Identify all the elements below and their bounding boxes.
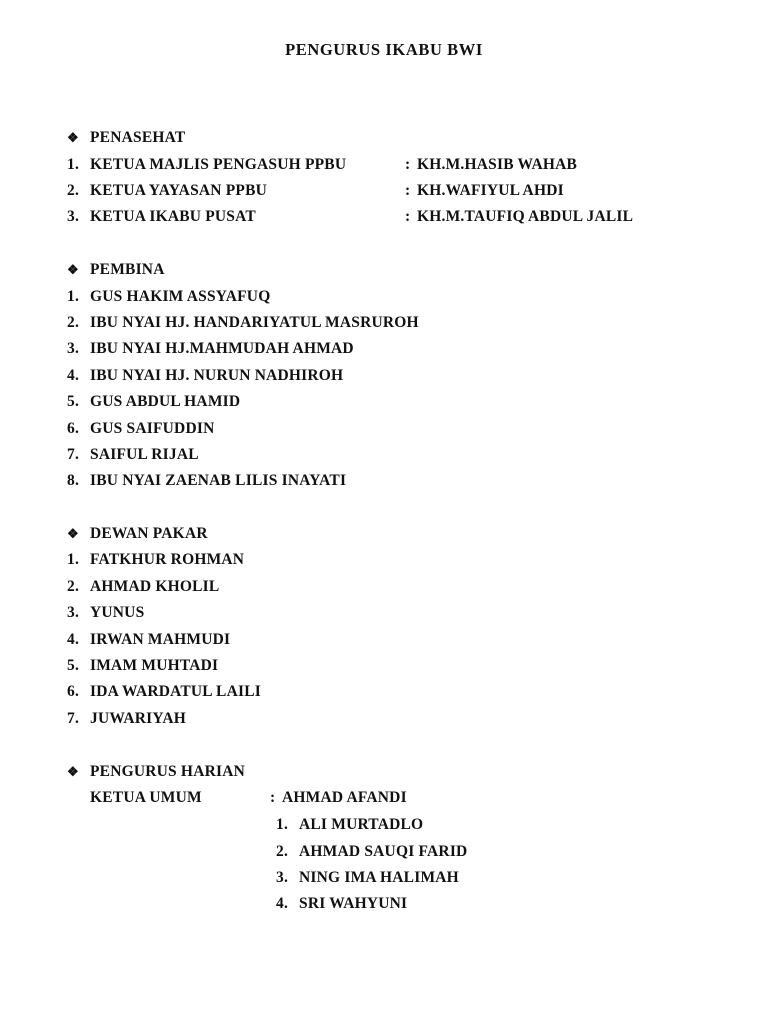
section-heading-penasehat	[0, 127, 768, 149]
item-name: FATKHUR ROHMAN	[90, 551, 245, 568]
item-number: 4.	[67, 367, 80, 384]
item-name: GUS HAKIM ASSYAFUQ	[90, 288, 271, 305]
item-number: 3.	[67, 208, 80, 225]
item-number: 1.	[276, 816, 289, 833]
section-heading-label: PEMBINA	[90, 261, 165, 278]
item-separator: :	[270, 789, 276, 806]
item-name: IRWAN MAHMUDI	[90, 631, 231, 648]
item-separator: :	[405, 208, 411, 225]
diamond-bullet-icon: ❖	[67, 130, 79, 145]
list-item	[0, 867, 768, 889]
list-item	[0, 629, 768, 651]
item-name: SRI WAHYUNI	[299, 895, 408, 912]
diamond-bullet-icon: ❖	[67, 526, 79, 541]
item-number: 2.	[67, 182, 80, 199]
item-number: 3.	[67, 604, 80, 621]
item-role: KETUA IKABU PUSAT	[90, 208, 256, 225]
item-role: KETUA MAJLIS PENGASUH PPBU	[90, 156, 347, 173]
list-item	[0, 470, 768, 492]
item-number: 2.	[67, 578, 80, 595]
list-item	[0, 814, 768, 836]
list-item	[0, 391, 768, 413]
item-number: 1.	[67, 288, 80, 305]
item-name: KH.M.HASIB WAHAB	[417, 156, 578, 173]
item-number: 3.	[67, 340, 80, 357]
item-separator: :	[405, 182, 411, 199]
section-heading-pengurus-harian	[0, 761, 768, 783]
list-item	[0, 576, 768, 598]
list-item	[0, 444, 768, 466]
item-number: 8.	[67, 472, 80, 489]
item-number: 4.	[67, 631, 80, 648]
item-number: 2.	[276, 843, 289, 860]
list-item	[0, 681, 768, 703]
item-name: NING IMA HALIMAH	[299, 869, 459, 886]
list-item	[0, 655, 768, 677]
list-item	[0, 286, 768, 308]
item-name: IBU NYAI ZAENAB LILIS INAYATI	[90, 472, 347, 489]
item-name: IMAM MUHTADI	[90, 657, 219, 674]
item-name: IBU NYAI HJ.MAHMUDAH AHMAD	[90, 340, 354, 357]
item-number: 7.	[67, 710, 80, 727]
section-heading-label: PENGURUS HARIAN	[90, 763, 245, 780]
ketua-umum-row	[0, 787, 768, 809]
item-number: 2.	[67, 314, 80, 331]
item-number: 1.	[67, 156, 80, 173]
item-number: 4.	[276, 895, 289, 912]
item-name: GUS SAIFUDDIN	[90, 420, 215, 437]
item-name: AHMAD KHOLIL	[90, 578, 220, 595]
item-number: 5.	[67, 657, 80, 674]
item-name: KH.WAFIYUL AHDI	[417, 182, 564, 199]
item-name: IBU NYAI HJ. NURUN NADHIROH	[90, 367, 344, 384]
list-item	[0, 841, 768, 863]
item-name: IDA WARDATUL LAILI	[90, 683, 261, 700]
item-number: 6.	[67, 420, 80, 437]
item-number: 1.	[67, 551, 80, 568]
item-name: YUNUS	[90, 604, 145, 621]
list-item	[0, 154, 768, 176]
ketua-umum-label: KETUA UMUM	[90, 789, 202, 806]
list-item	[0, 418, 768, 440]
item-name: IBU NYAI HJ. HANDARIYATUL MASRUROH	[90, 314, 419, 331]
item-role: KETUA YAYASAN PPBU	[90, 182, 268, 199]
list-item	[0, 365, 768, 387]
list-item	[0, 708, 768, 730]
item-number: 6.	[67, 683, 80, 700]
ketua-umum-name: AHMAD AFANDI	[282, 789, 407, 806]
item-number: 5.	[67, 393, 80, 410]
section-heading-dewan-pakar	[0, 523, 768, 545]
item-name: GUS ABDUL HAMID	[90, 393, 241, 410]
diamond-bullet-icon: ❖	[67, 764, 79, 779]
item-name: SAIFUL RIJAL	[90, 446, 199, 463]
list-item	[0, 893, 768, 915]
item-name: ALI MURTADLO	[299, 816, 424, 833]
item-name: AHMAD SAUQI FARID	[299, 843, 468, 860]
list-item	[0, 312, 768, 334]
list-item	[0, 338, 768, 360]
diamond-bullet-icon: ❖	[67, 262, 79, 277]
section-heading-pembina	[0, 259, 768, 281]
item-number: 3.	[276, 869, 289, 886]
document-title: PENGURUS IKABU BWI	[285, 40, 483, 59]
item-separator: :	[405, 156, 411, 173]
list-item	[0, 602, 768, 624]
list-item	[0, 549, 768, 571]
section-heading-label: DEWAN PAKAR	[90, 525, 208, 542]
list-item	[0, 180, 768, 202]
section-heading-label: PENASEHAT	[90, 129, 186, 146]
item-name: KH.M.TAUFIQ ABDUL JALIL	[417, 208, 634, 225]
list-item	[0, 206, 768, 228]
item-name: JUWARIYAH	[90, 710, 186, 727]
item-number: 7.	[67, 446, 80, 463]
